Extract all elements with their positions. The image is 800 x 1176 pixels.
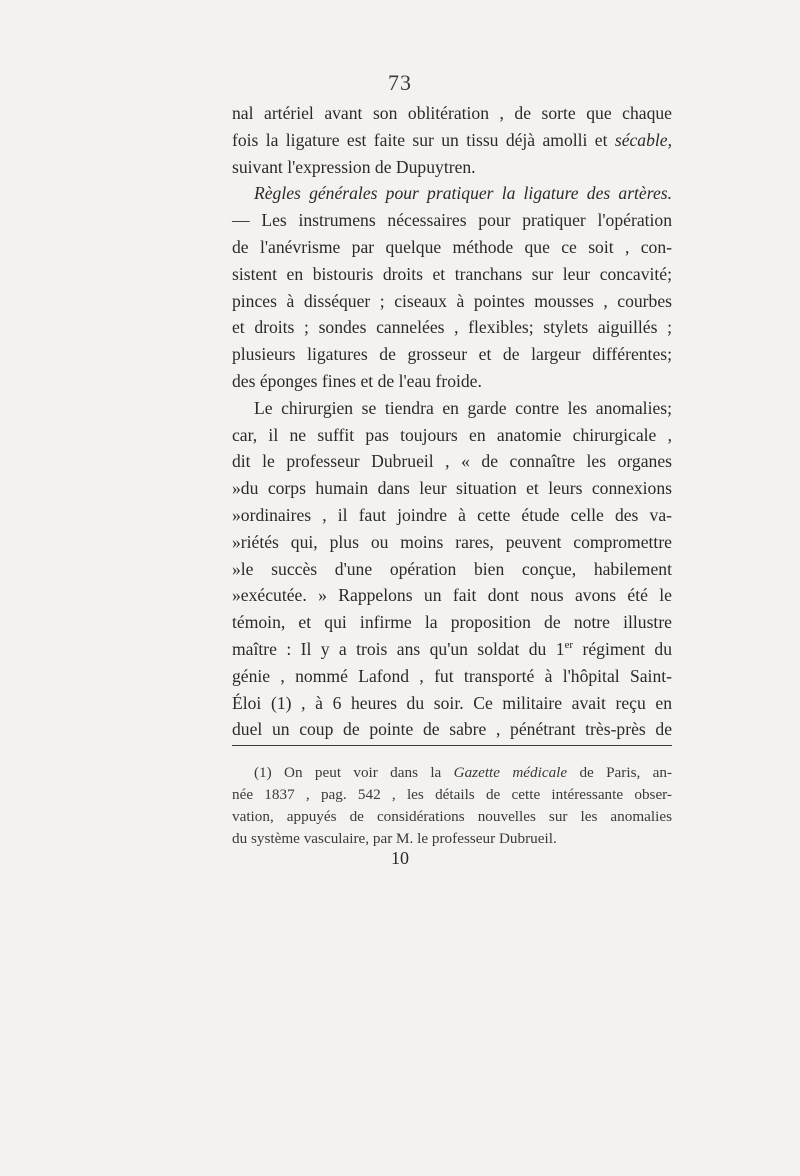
footnote	[232, 762, 672, 850]
body-line-21-text: maître : Il y a trois ans qu'un soldat du 1	[232, 638, 565, 659]
body-line-1: nal artériel avant son oblitération , de sorte que chaque	[232, 103, 672, 123]
body-text	[232, 100, 672, 743]
body-line-22: génie , nommé Lafond , fut transporté à l'hôpital Saint-	[232, 665, 672, 686]
body-line-20: témoin, et qui infirme la proposition de notre illustre	[232, 612, 672, 633]
body-line-21	[232, 636, 672, 663]
body-line-13: car, il ne suffit pas toujours en anatomie chirurgicale ,	[232, 424, 672, 445]
footnote-line-1-tail: de Paris, an-	[567, 764, 672, 781]
body-line-10: plusieurs ligatures de grosseur et de largeur différentes;	[232, 344, 672, 365]
body-line-11: des éponges fines et de l'eau froide.	[232, 370, 482, 391]
body-line-24: duel un coup de pointe de sabre , pénétrant très-près de	[232, 719, 672, 740]
body-line-8: pinces à disséquer ; ciseaux à pointes mousses , courbes	[232, 290, 672, 311]
body-line-9: et droits ; sondes cannelées , flexibles; stylets aiguillés ;	[232, 317, 672, 338]
body-line-16: »ordinaires , il faut joindre à cette étude celle des va-	[232, 504, 672, 525]
body-line-18: »le succès d'une opération bien conçue, habilement	[232, 558, 672, 579]
ordinal-superscript: er	[564, 639, 574, 652]
footnote-line-1-text: (1) On peut voir dans la	[254, 764, 442, 781]
footnote-divider	[232, 745, 672, 746]
body-line-7: sistent en bistouris droits et tranchans sur leur concavité;	[232, 263, 672, 284]
body-line-15: »du corps humain dans leur situation et leurs connexions	[232, 478, 672, 499]
footnote-line-3: vation, appuyés de considérations nouvelles sur les anomalies	[232, 808, 672, 825]
body-line-2-text: fois la ligature est faite sur un tissu déjà amolli et	[232, 129, 608, 150]
italic-word-secable: sécable,	[614, 129, 672, 150]
body-line-5: — Les instrumens nécessaires pour pratiquer l'opération	[232, 210, 672, 231]
body-line-17: »riétés qui, plus ou moins rares, peuvent compromettre	[232, 531, 672, 552]
body-line-14: dit le professeur Dubrueil , « de connaître les organes	[232, 451, 672, 472]
body-line-12: Le chirurgien se tiendra en garde contre les anomalies;	[254, 397, 672, 418]
section-heading-text: Règles générales pour pratiquer la ligature des artères.	[254, 183, 672, 204]
body-line-3: suivant l'expression de Dupuytren.	[232, 156, 476, 177]
page-number: 73	[388, 70, 412, 95]
body-line-2	[232, 127, 672, 154]
body-line-6: de l'anévrisme par quelque méthode que ce soit , con-	[232, 236, 672, 257]
body-line-23: Éloi (1) , à 6 heures du soir. Ce militaire avait reçu en	[232, 692, 672, 713]
footnote-line-1	[232, 762, 672, 784]
footnote-line-4: du système vasculaire, par M. le professeur Dubrueil.	[232, 830, 557, 847]
footnote-line-2: née 1837 , pag. 542 , les détails de cette intéressante obser-	[232, 786, 672, 803]
body-line-21-tail: régiment du	[573, 638, 672, 659]
body-line-19: »exécutée. » Rappelons un fait dont nous avons été le	[232, 585, 672, 606]
signature-mark: 10	[391, 848, 409, 868]
footnote-journal: Gazette médicale	[453, 764, 568, 781]
section-heading	[232, 180, 672, 207]
